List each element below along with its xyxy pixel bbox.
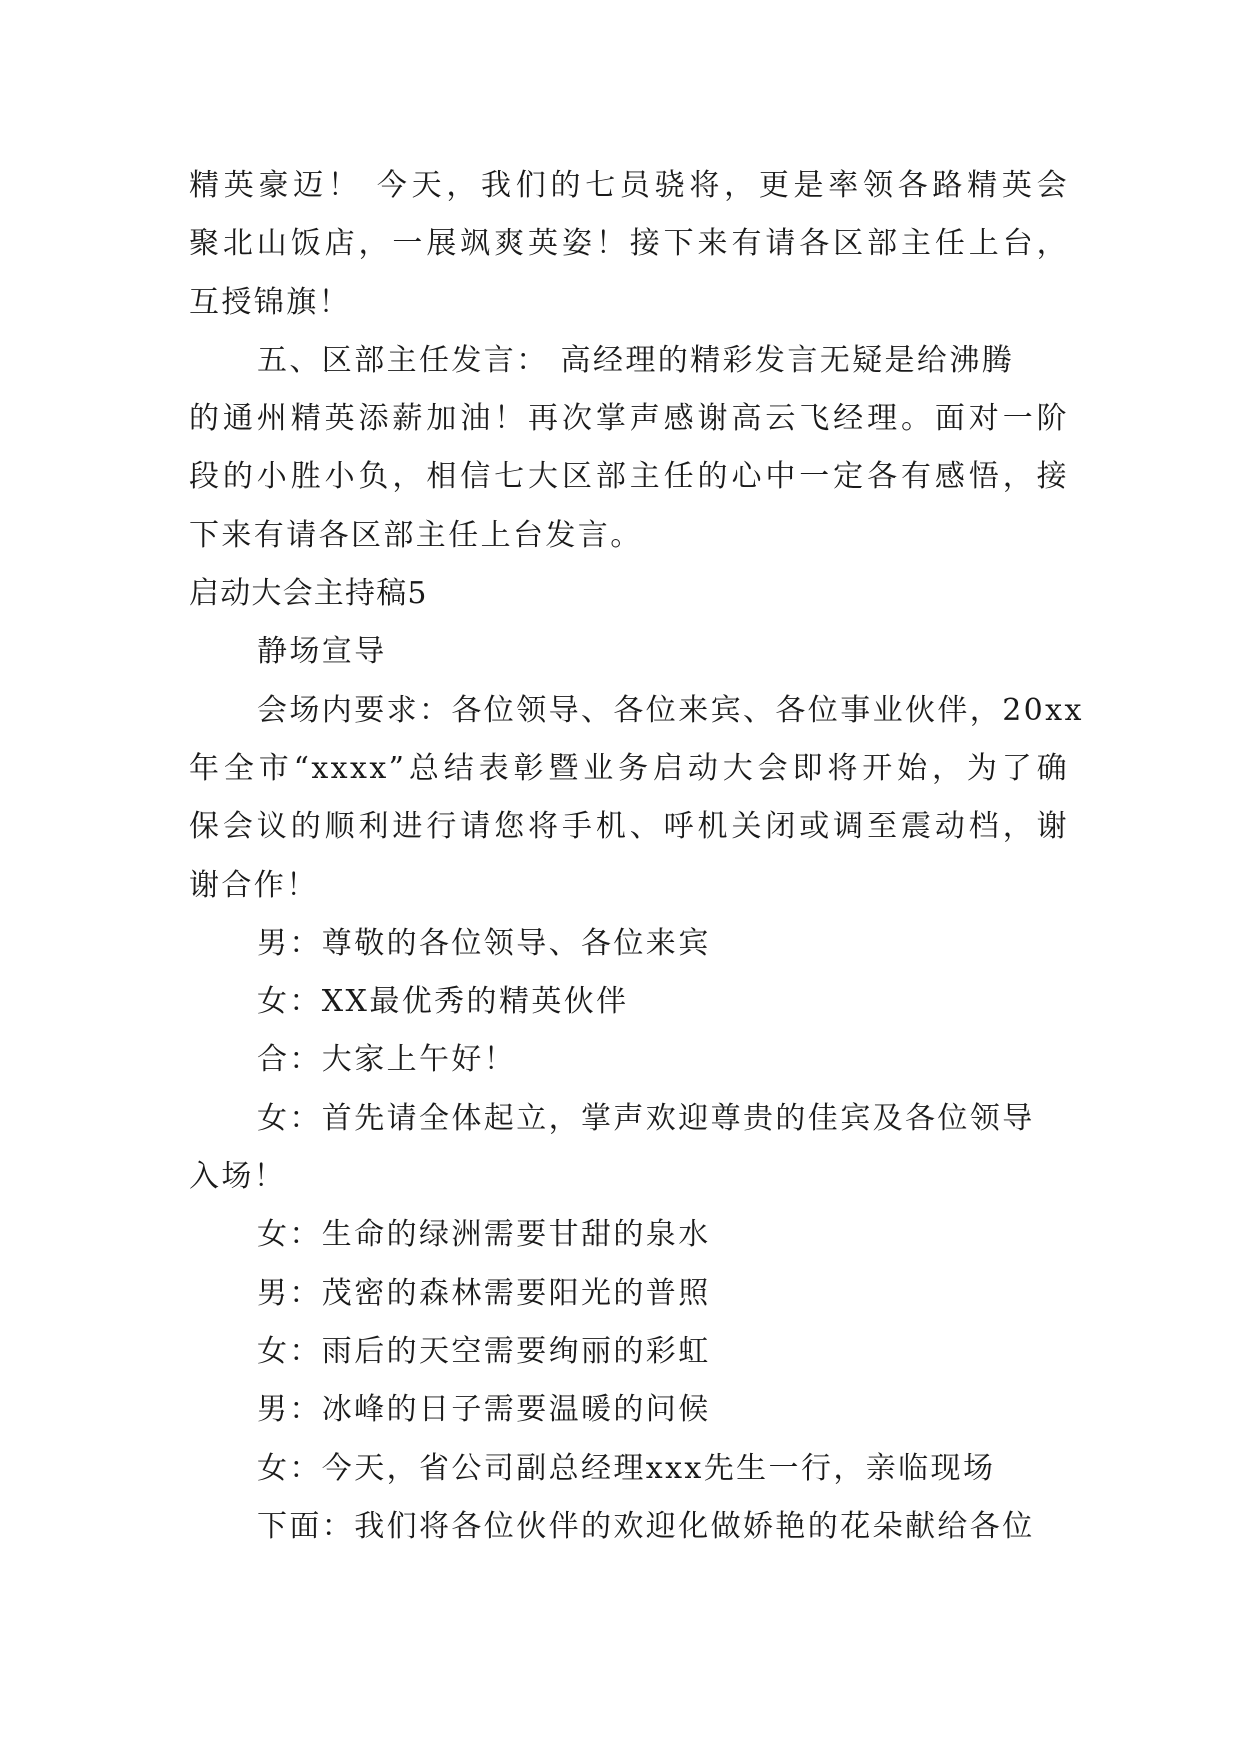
paragraph-line: 会场内要求：各位领导、各位来宾、各位事业伙伴，20xx: [257, 692, 1084, 728]
dialogue-line: 女：雨后的天空需要绚丽的彩虹: [257, 1333, 711, 1369]
paragraph-line: 精英豪迈！ 今天，我们的七员骁将，更是率领各路精英会: [189, 168, 1069, 203]
paragraph-line: 年全市“xxxx”总结表彰暨业务启动大会即将开始，为了确: [189, 750, 1069, 786]
paragraph-line: 聚北山饭店，一展飒爽英姿！接下来有请各区部主任上台，: [189, 226, 1069, 262]
paragraph-line: 段的小胜小负，相信七大区部主任的心中一定各有感悟，接: [189, 459, 1069, 495]
paragraph-line: 保会议的顺利进行请您将手机、呼机关闭或调至震动档，谢: [189, 809, 1069, 845]
dialogue-line: 男：茂密的森林需要阳光的普照: [257, 1275, 711, 1311]
section-heading: 启动大会主持稿5: [189, 576, 428, 612]
dialogue-line: 女：首先请全体起立，掌声欢迎尊贵的佳宾及各位领导: [257, 1100, 1035, 1136]
paragraph-line: 五、区部主任发言： 高经理的精彩发言无疑是给沸腾: [257, 342, 1015, 378]
paragraph-line: 谢合作！: [189, 867, 319, 903]
dialogue-line: 女：今天，省公司副总经理xxx先生一行，亲临现场: [257, 1450, 996, 1486]
dialogue-line: 男：冰峰的日子需要温暖的问候: [257, 1392, 711, 1428]
dialogue-line: 女：生命的绿洲需要甘甜的泉水: [257, 1217, 711, 1253]
dialogue-line: 女：XX最优秀的精英伙伴: [257, 984, 629, 1020]
dialogue-line: 下面：我们将各位伙伴的欢迎化做娇艳的花朵献给各位: [257, 1508, 1035, 1544]
paragraph-line: 的通州精英添薪加油！再次掌声感谢高云飞经理。面对一阶: [189, 401, 1069, 437]
dialogue-line: 合：大家上午好！: [257, 1042, 517, 1078]
sub-heading: 静场宣导: [257, 634, 387, 670]
paragraph-line: 互授锦旗！: [189, 284, 351, 320]
paragraph-line: 下来有请各区部主任上台发言。: [189, 517, 643, 553]
dialogue-line: 男：尊敬的各位领导、各位来宾: [257, 925, 711, 961]
dialogue-line: 入场！: [189, 1159, 287, 1195]
document-body: [189, 157, 1084, 1556]
